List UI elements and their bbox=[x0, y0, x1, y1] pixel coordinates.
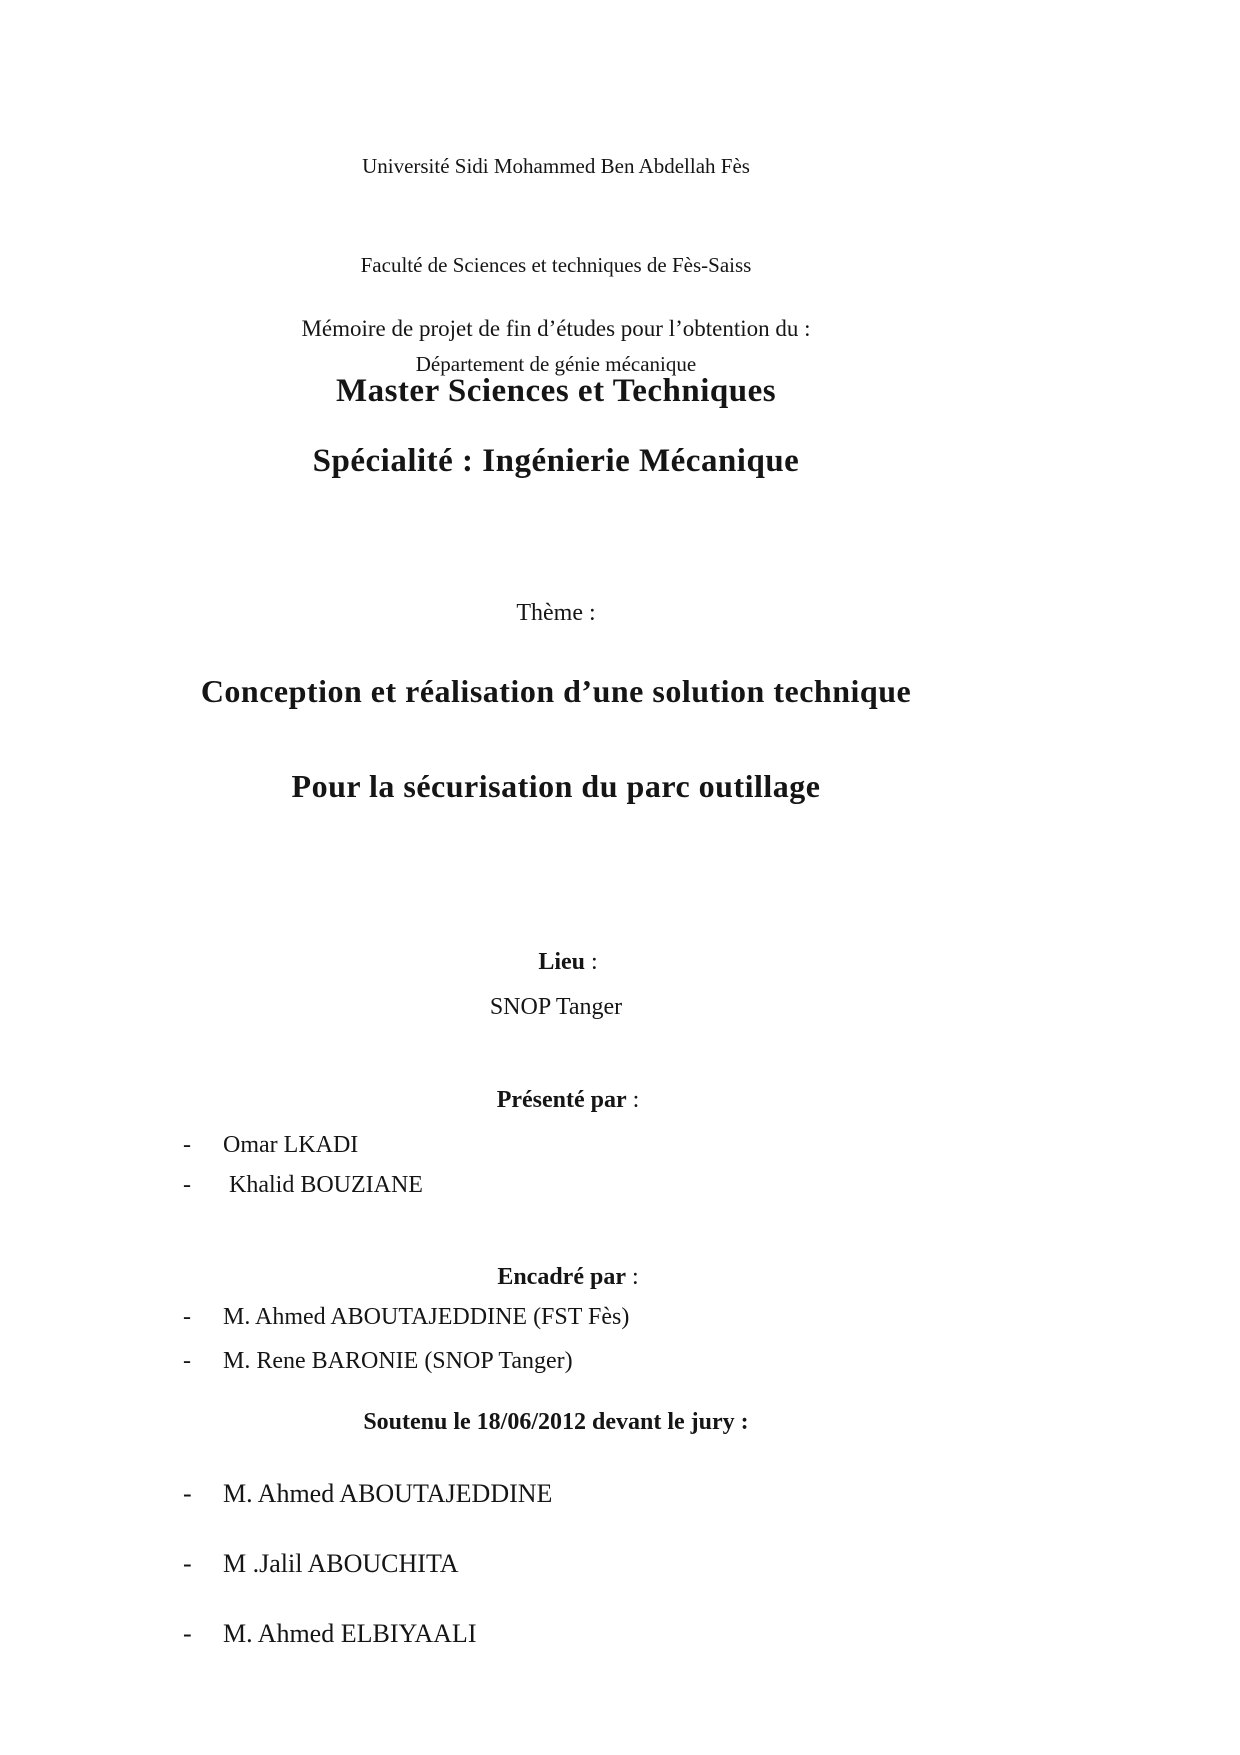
jury-member-name: M .Jalil ABOUCHITA bbox=[223, 1549, 459, 1578]
theme-label: Thème : bbox=[516, 600, 596, 626]
location-colon: : bbox=[585, 949, 598, 975]
dash-bullet: - bbox=[183, 1479, 192, 1508]
specialty-title: Spécialité : Ingénierie Mécanique bbox=[312, 443, 800, 479]
location-heading bbox=[0, 922, 1112, 1003]
author-name: Omar LKADI bbox=[223, 1132, 359, 1158]
location-label: Lieu bbox=[538, 949, 585, 975]
jury-member-name: M. Ahmed ELBIYAALI bbox=[223, 1619, 477, 1648]
author-item bbox=[183, 1132, 358, 1159]
dash-bullet: - bbox=[183, 1619, 192, 1648]
dash-bullet: - bbox=[183, 1172, 191, 1198]
jury-item bbox=[183, 1549, 459, 1579]
university-name: Université Sidi Mohammed Ben Abdellah Fès bbox=[362, 154, 750, 178]
supervised-by-label: Encadré par bbox=[497, 1264, 626, 1290]
department-name: Département de génie mécanique bbox=[415, 352, 697, 376]
degree-title: Master Sciences et Techniques bbox=[335, 373, 777, 409]
supervised-by-colon: : bbox=[626, 1264, 639, 1290]
thesis-title-line1: Conception et réalisation d’une solution technique bbox=[200, 673, 912, 709]
supervisor-name: M. Rene BARONIE (SNOP Tanger) bbox=[223, 1348, 573, 1374]
dash-bullet: - bbox=[183, 1132, 191, 1158]
memoire-intro-line: Mémoire de projet de fin d’études pour l’obtention du : bbox=[301, 316, 811, 341]
jury-member-name: M. Ahmed ABOUTAJEDDINE bbox=[223, 1479, 553, 1508]
supervisor-item bbox=[183, 1348, 573, 1375]
faculty-name: Faculté de Sciences et techniques de Fès-Saiss bbox=[360, 253, 752, 277]
location-value: SNOP Tanger bbox=[489, 994, 623, 1020]
supervisor-item bbox=[183, 1304, 629, 1331]
defense-heading: Soutenu le 18/06/2012 devant le jury : bbox=[363, 1409, 749, 1435]
dash-bullet: - bbox=[183, 1304, 191, 1330]
jury-item bbox=[183, 1619, 476, 1649]
jury-item bbox=[183, 1479, 552, 1509]
thesis-title-line2: Pour la sécurisation du parc outillage bbox=[291, 768, 821, 804]
presented-by-label: Présenté par bbox=[496, 1087, 627, 1113]
author-name: Khalid BOUZIANE bbox=[223, 1172, 423, 1198]
presented-by-colon: : bbox=[626, 1087, 640, 1113]
dash-bullet: - bbox=[183, 1549, 192, 1578]
dash-bullet: - bbox=[183, 1348, 191, 1374]
presented-by-heading bbox=[0, 1060, 1112, 1141]
supervisor-name: M. Ahmed ABOUTAJEDDINE (FST Fès) bbox=[223, 1304, 630, 1330]
author-item bbox=[183, 1172, 423, 1199]
